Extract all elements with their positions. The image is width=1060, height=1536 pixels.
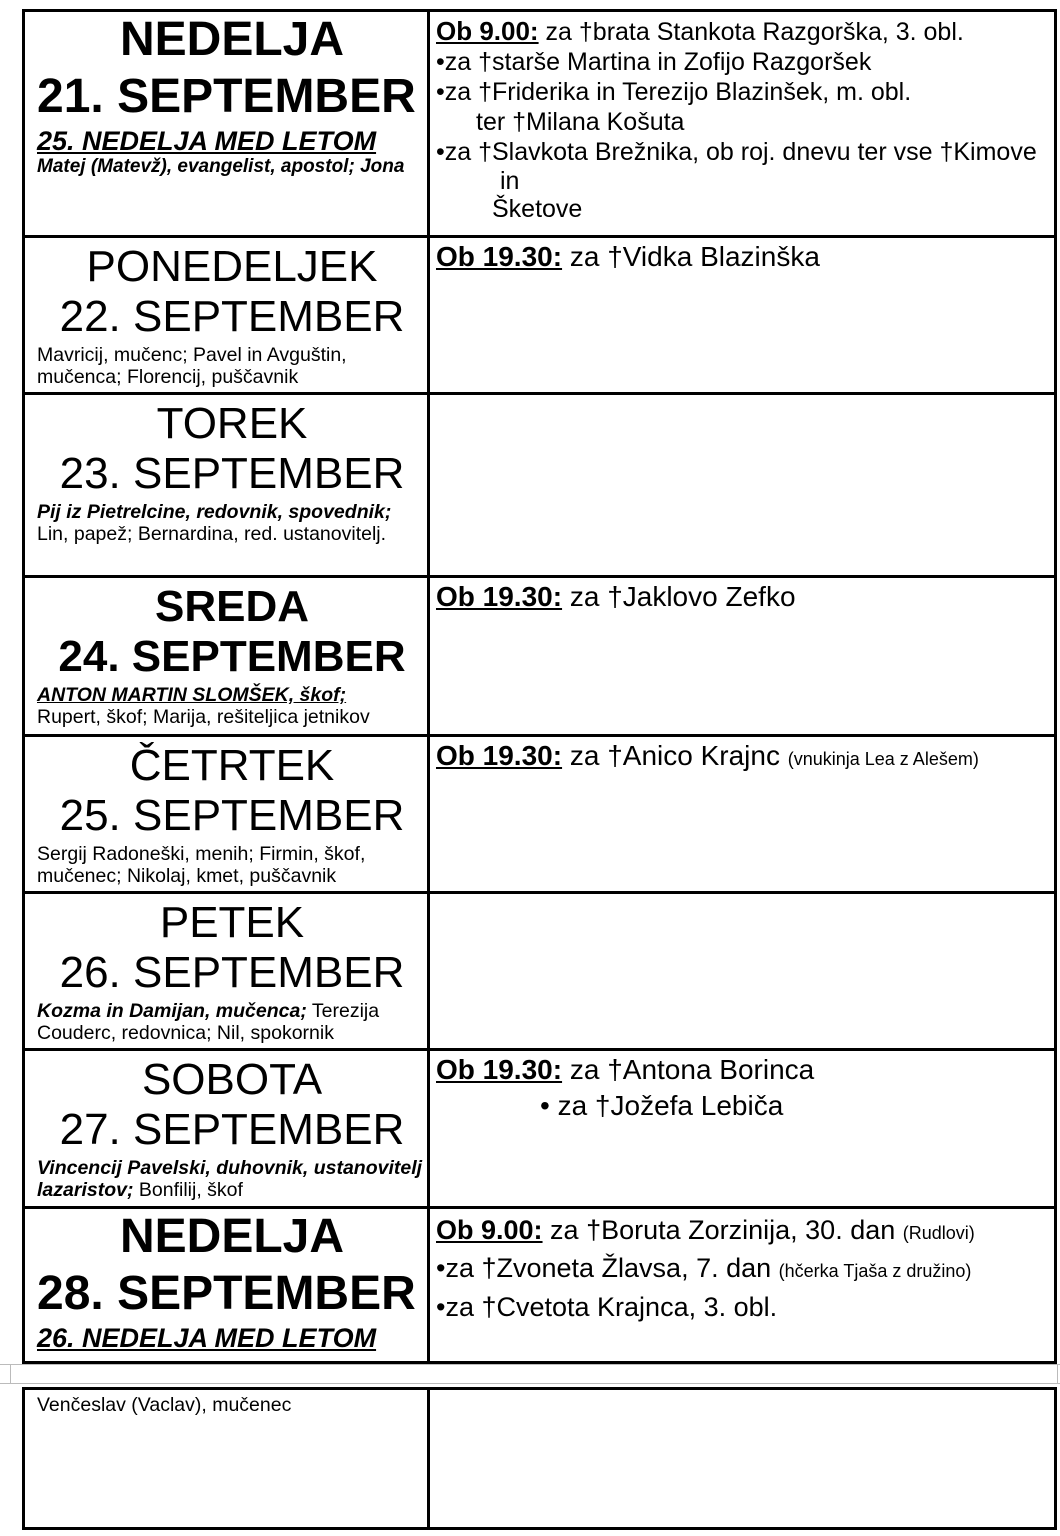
schedule-row [24,1208,1056,1363]
mass-intention: Ob 19.30: za †Jaklovo Zefko [436,581,796,612]
mass-intention: •za †Zvoneta Žlavsa, 7. dan (hčerka Tjaša z družino) [436,1253,972,1283]
day-cell [24,1050,429,1208]
day-date: 24. SEPTEMBER [58,632,406,681]
mass-cell [429,1208,1056,1363]
saints-of-day: Vincencij Pavelski, duhovnik, ustanovitelj lazaristov; Bonfilij, škof [37,1157,423,1201]
day-cell [24,736,429,893]
mass-time: Ob 9.00: [436,16,539,46]
saints-of-day: Matej (Matevž), evangelist, apostol; Jona [37,156,405,177]
day-name: TOREK [156,399,308,448]
day-date: 25. SEPTEMBER [59,791,405,840]
mass-cell [429,577,1056,736]
mass-intention: Ob 19.30: za †Vidka Blazinška [436,241,820,272]
day-date: 21. SEPTEMBER [37,70,416,123]
mass-cell [429,1050,1056,1208]
mass-intention: Ob 9.00: za †Boruta Zorzinija, 30. dan (Rudlovi) [436,1215,975,1245]
mass-time: Ob 19.30: [436,740,563,771]
mass-intention: Šketove [492,195,583,223]
day-date: 26. SEPTEMBER [59,948,405,997]
saints-of-day: Pij iz Pietrelcine, redovnik, spovednik; Lin, papež; Bernardina, red. ustanovitelj. [37,501,392,545]
schedule-row [24,11,1056,237]
day-name: PETEK [159,898,305,947]
day-cell [24,237,429,394]
day-date: 28. SEPTEMBER [37,1267,416,1320]
day-name: SREDA [154,582,310,631]
mass-cell [429,11,1056,237]
day-name: ČETRTEK [129,741,335,790]
mass-time: Ob 19.30: [436,1054,563,1085]
mass-cell [429,394,1056,577]
saints-of-day: Mavricij, mučenc; Pavel in Avguštin, mučenca; Florencij, puščavnik [37,344,347,388]
day-name: PONEDELJEK [86,242,378,291]
day-cell [24,1208,429,1363]
saints-of-day: Sergij Radoneški, menih; Firmin, škof, mučenec; Nikolaj, kmet, puščavnik [37,843,366,887]
liturgical-feast: 26. NEDELJA MED LETOM [37,1323,377,1353]
weekly-schedule-table [22,9,1057,1364]
day-name: NEDELJA [119,1210,345,1263]
schedule-row [24,577,1056,736]
mass-time: Ob 9.00: [436,1215,543,1245]
mass-cell [429,237,1056,394]
mass-intention: •za †Friderika in Terezijo Blazinšek, m. obl. [436,78,912,106]
day-name: NEDELJA [119,13,345,66]
day-cell [24,394,429,577]
mass-intention: • za †Jožefa Lebiča [540,1090,784,1121]
mass-intention: Ob 9.00: za †brata Stankota Razgorška, 3. obl. [436,16,964,46]
saints-of-day: ANTON MARTIN SLOMŠEK, škof; Rupert, škof; Marija, rešiteljica jetnikov [37,684,370,728]
mass-intention: ter †Milana Košuta [476,108,685,136]
mass-cell [429,736,1056,893]
day-cell [24,1389,429,1529]
day-cell [24,11,429,237]
day-date: 22. SEPTEMBER [59,292,405,341]
schedule-row [24,736,1056,893]
mass-intention: Ob 19.30: za †Anico Krajnc (vnukinja Lea z Alešem) [436,740,979,771]
mass-cell [429,1389,1056,1529]
page-break-separator [0,1364,1060,1384]
saints-of-day: Venčeslav (Vaclav), mučenec [37,1394,292,1416]
continuation-table [22,1387,1057,1530]
day-date: 27. SEPTEMBER [59,1105,405,1154]
mass-time: Ob 19.30: [436,241,563,272]
mass-time: Ob 19.30: [436,581,563,612]
mass-intention: •za †Cvetota Krajnca, 3. obl. [436,1292,778,1322]
schedule-row [24,1389,1056,1529]
schedule-row [24,1050,1056,1208]
liturgical-feast: 25. NEDELJA MED LETOM [37,126,377,156]
day-name: SOBOTA [141,1055,323,1104]
day-date: 23. SEPTEMBER [59,449,405,498]
schedule-row [24,394,1056,577]
day-cell [24,893,429,1050]
mass-cell [429,893,1056,1050]
mass-intention: •za †starše Martina in Zofijo Razgoršek [436,48,872,76]
schedule-row [24,893,1056,1050]
saints-of-day: Kozma in Damijan, mučenca; Terezija Couderc, redovnica; Nil, spokornik [37,1000,380,1044]
schedule-row [24,237,1056,394]
day-cell [24,577,429,736]
mass-intention: •za †Slavkota Brežnika, ob roj. dnevu ter vse †Kimove [436,138,1037,166]
mass-intention: Ob 19.30: za †Antona Borinca [436,1054,815,1085]
mass-intention: in [500,167,520,195]
